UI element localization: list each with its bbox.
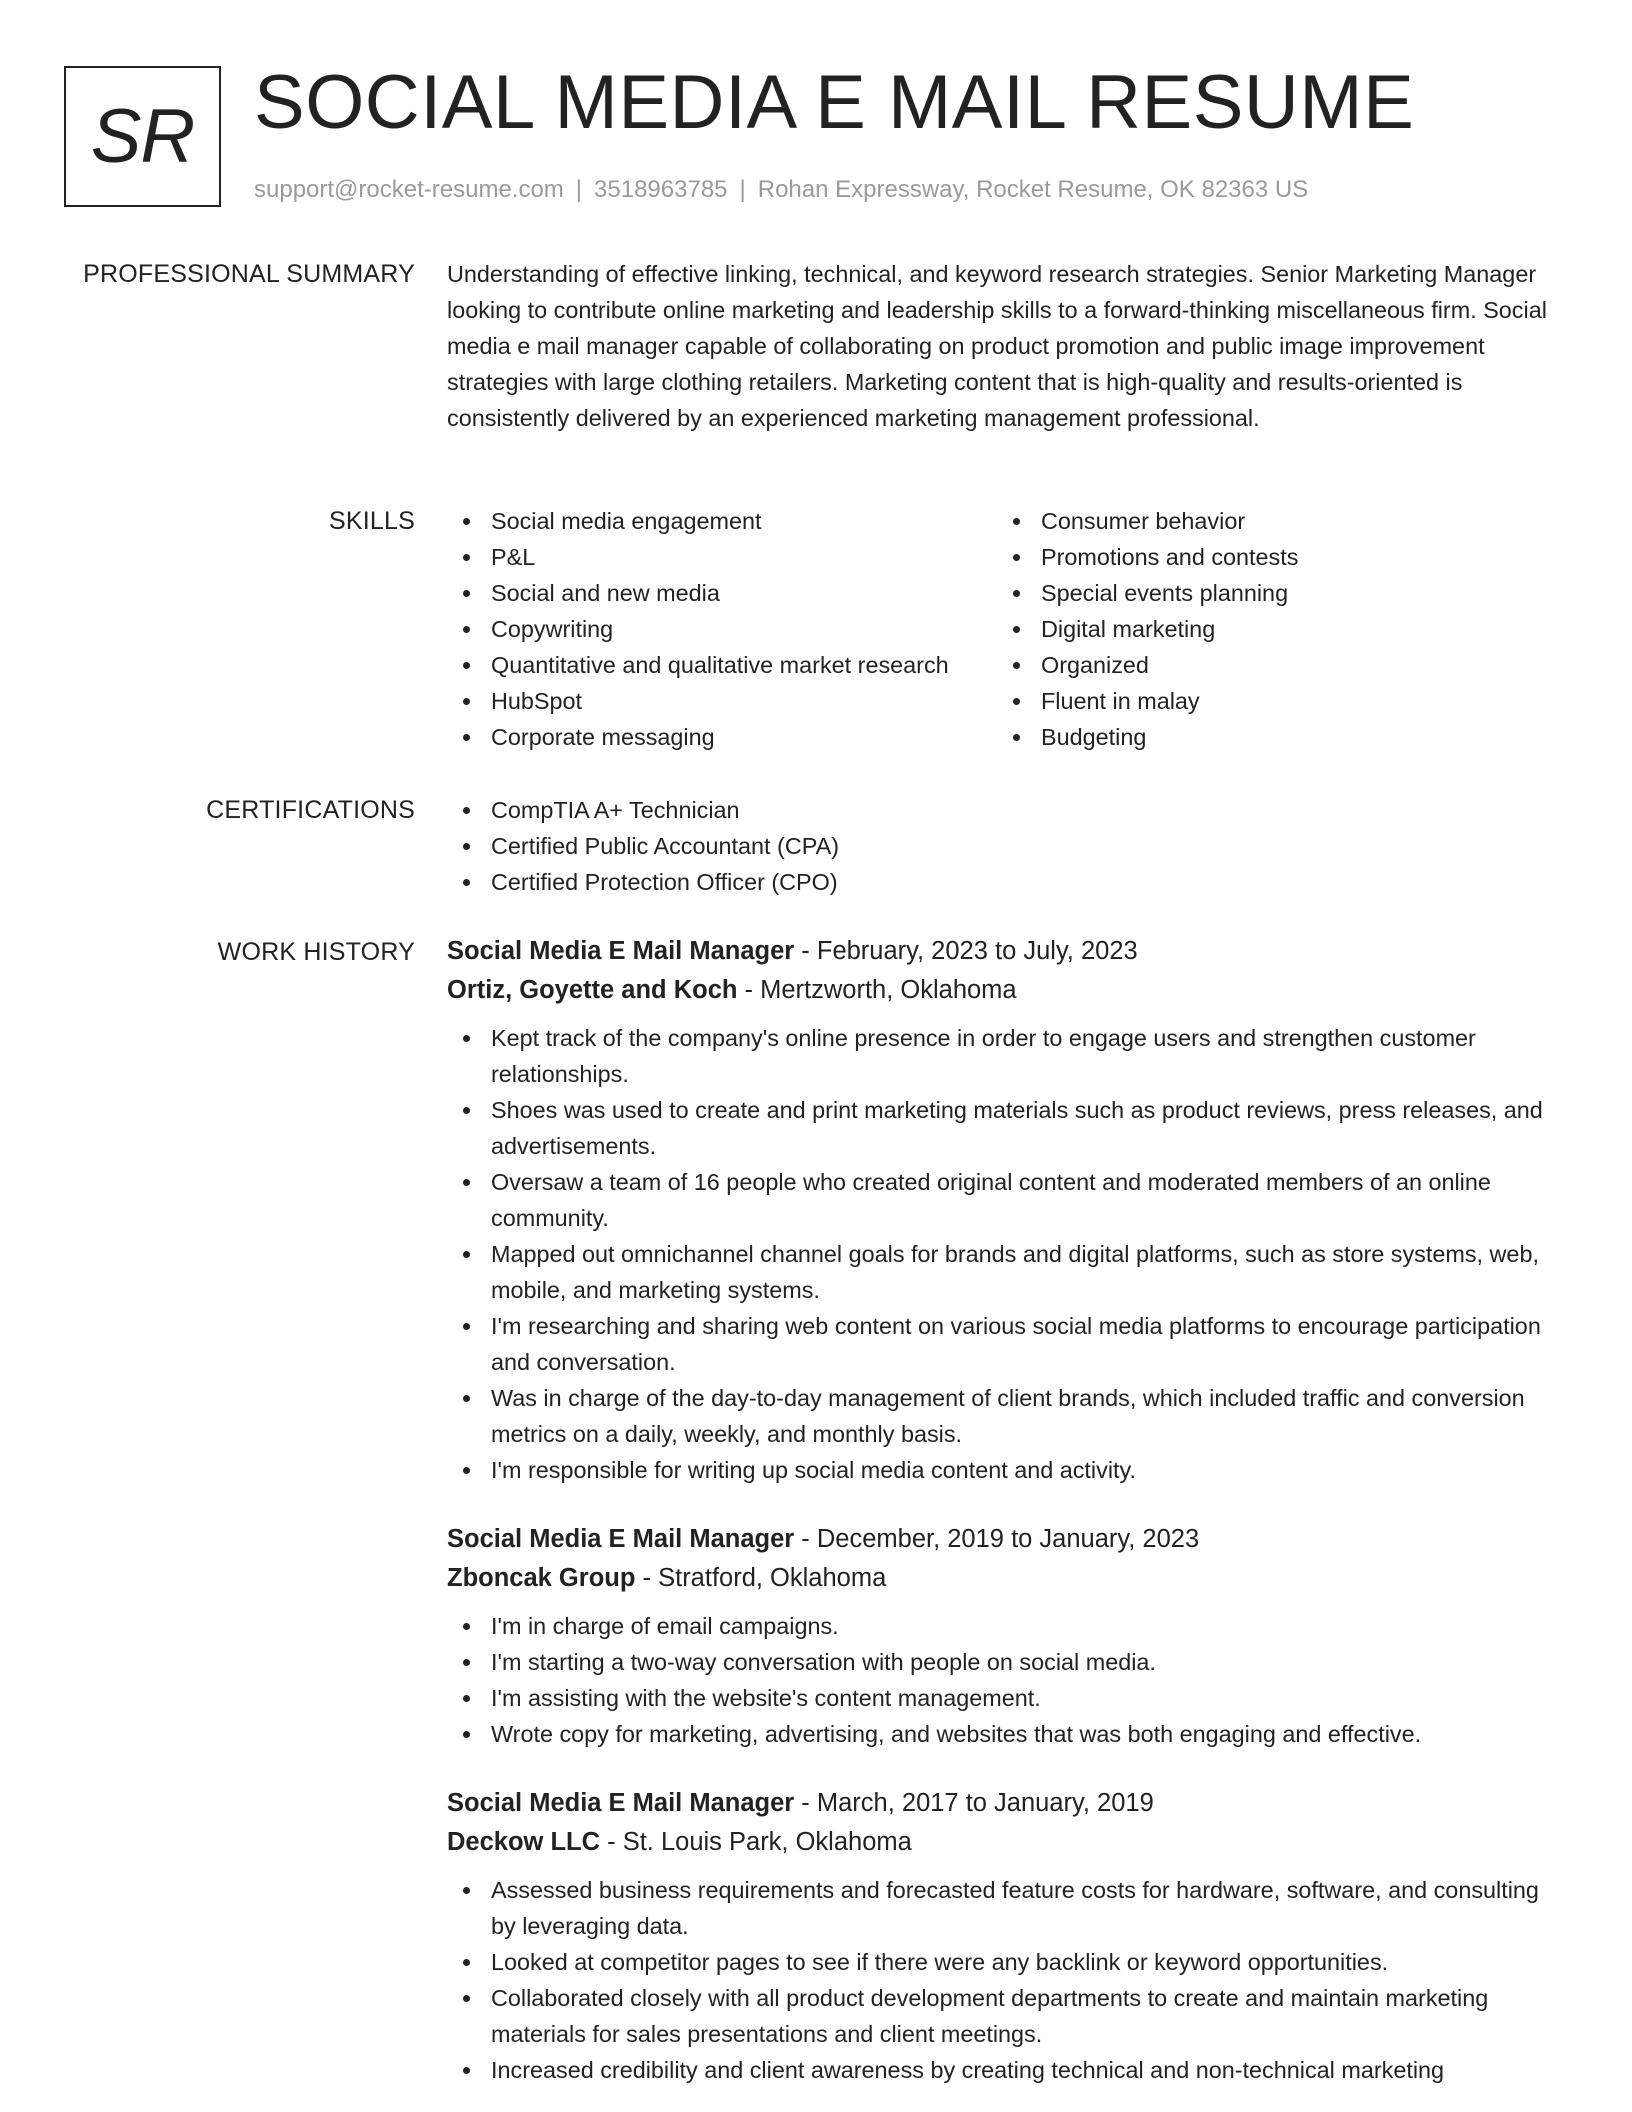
section-label-work-history: WORK HISTORY: [217, 938, 415, 966]
resume-title: SOCIAL MEDIA E MAIL RESUME: [254, 60, 1415, 145]
contact-separator: |: [575, 176, 583, 203]
job-company-line: [447, 1823, 1567, 1862]
job-entry: [447, 932, 1567, 1488]
job-company-line: [447, 1559, 1567, 1598]
job-title: Social Media E Mail Manager: [447, 1525, 795, 1553]
job-bullet: Increased credibility and client awareness by creating technical and non-technical marketing: [447, 2052, 1567, 2088]
job-bullet: Assessed business requirements and forecasted feature costs for hardware, software, and consulting by leveraging data.: [447, 1872, 1567, 1944]
skills-list-right: [997, 503, 1547, 755]
skill-item: Fluent in malay: [997, 683, 1547, 719]
skills-list-left: [447, 503, 997, 755]
job-title-line: [447, 932, 1567, 971]
job-bullets: [447, 1020, 1567, 1488]
skill-item: Organized: [997, 647, 1547, 683]
summary-content: [447, 256, 1567, 436]
section-label-skills: SKILLS: [329, 507, 415, 535]
job-location: - St. Louis Park, Oklahoma: [600, 1828, 912, 1856]
skill-item: Corporate messaging: [447, 719, 997, 755]
job-company: Zboncak Group: [447, 1564, 636, 1592]
job-entry: [447, 1520, 1567, 1752]
skill-item: HubSpot: [447, 683, 997, 719]
job-title-line: [447, 1520, 1567, 1559]
job-bullets: [447, 1872, 1567, 2088]
job-bullet: I'm researching and sharing web content on various social media platforms to encourage participation and conversation.: [447, 1308, 1567, 1380]
skill-item: Promotions and contests: [997, 539, 1547, 575]
job-bullet: Collaborated closely with all product development departments to create and maintain marketing materials for sales presentations and client meetings.: [447, 1980, 1567, 2052]
job-title: Social Media E Mail Manager: [447, 1789, 795, 1817]
job-company-line: [447, 971, 1567, 1010]
section-label-summary: PROFESSIONAL SUMMARY: [83, 260, 415, 288]
job-title: Social Media E Mail Manager: [447, 937, 795, 965]
job-location: - Mertzworth, Oklahoma: [737, 976, 1017, 1004]
job-bullet: Shoes was used to create and print marketing materials such as product reviews, press releases, and advertisements.: [447, 1092, 1567, 1164]
skill-item: Consumer behavior: [997, 503, 1547, 539]
certifications-list: [447, 792, 1567, 900]
skill-item: Digital marketing: [997, 611, 1547, 647]
job-bullet: Wrote copy for marketing, advertising, and websites that was both engaging and effective.: [447, 1716, 1567, 1752]
skill-item: P&L: [447, 539, 997, 575]
skill-item: Quantitative and qualitative market research: [447, 647, 997, 683]
job-dates: - March, 2017 to January, 2019: [794, 1789, 1154, 1817]
skill-item: Budgeting: [997, 719, 1547, 755]
job-location: - Stratford, Oklahoma: [635, 1564, 887, 1592]
job-bullet: Looked at competitor pages to see if there were any backlink or keyword opportunities.: [447, 1944, 1567, 1980]
skills-content: [447, 503, 1567, 755]
job-bullet: Oversaw a team of 16 people who created original content and moderated members of an online community.: [447, 1164, 1567, 1236]
contact-phone: 3518963785: [594, 176, 728, 203]
skill-item: Social media engagement: [447, 503, 997, 539]
job-bullets: [447, 1608, 1567, 1752]
job-bullet: I'm starting a two-way conversation with people on social media.: [447, 1644, 1567, 1680]
skill-item: Social and new media: [447, 575, 997, 611]
job-entry: [447, 1784, 1567, 2088]
section-label-certifications: CERTIFICATIONS: [206, 796, 415, 824]
contact-line: [254, 174, 1308, 206]
job-bullet: I'm assisting with the website's content management.: [447, 1680, 1567, 1716]
job-title-line: [447, 1784, 1567, 1823]
job-bullet: Was in charge of the day-to-day management of client brands, which included traffic and conversion metrics on a daily, weekly, and monthly basis.: [447, 1380, 1567, 1452]
contact-separator: |: [739, 176, 746, 203]
work-history-content: [447, 932, 1567, 2112]
certification-item: Certified Public Accountant (CPA): [447, 828, 1567, 864]
monogram-box: [64, 66, 221, 207]
contact-address: Rohan Expressway, Rocket Resume, OK 82363 US: [757, 176, 1309, 203]
job-bullet: I'm in charge of email campaigns.: [447, 1608, 1567, 1644]
job-bullet: Kept track of the company's online presence in order to engage users and strengthen customer relationships.: [447, 1020, 1567, 1092]
job-bullet: I'm responsible for writing up social media content and activity.: [447, 1452, 1567, 1488]
certification-item: CompTIA A+ Technician: [447, 792, 1567, 828]
job-dates: - February, 2023 to July, 2023: [794, 937, 1138, 965]
contact-email: support@rocket-resume.com: [254, 176, 564, 203]
summary-text: Understanding of effective linking, technical, and keyword research strategies. Senior Marketing Manager looking to contribute online marketing and leadership skills to a forward-thinking miscellaneous firm. Social media e mail manager capable of collaborating on product promotion and public image improvement strategies with large clothing retailers. Marketing content that is high-quality and results-oriented is consistently delivered by an experienced marketing management professional.: [447, 261, 1547, 431]
skill-item: Copywriting: [447, 611, 997, 647]
job-dates: - December, 2019 to January, 2023: [794, 1525, 1200, 1553]
job-bullet: Mapped out omnichannel channel goals for brands and digital platforms, such as store systems, web, mobile, and marketing systems.: [447, 1236, 1567, 1308]
skill-item: Special events planning: [997, 575, 1547, 611]
job-company: Ortiz, Goyette and Koch: [447, 976, 738, 1004]
certification-item: Certified Protection Officer (CPO): [447, 864, 1567, 900]
monogram-initials: SR: [90, 94, 195, 179]
job-company: Deckow LLC: [447, 1828, 601, 1856]
certifications-content: [447, 792, 1567, 900]
